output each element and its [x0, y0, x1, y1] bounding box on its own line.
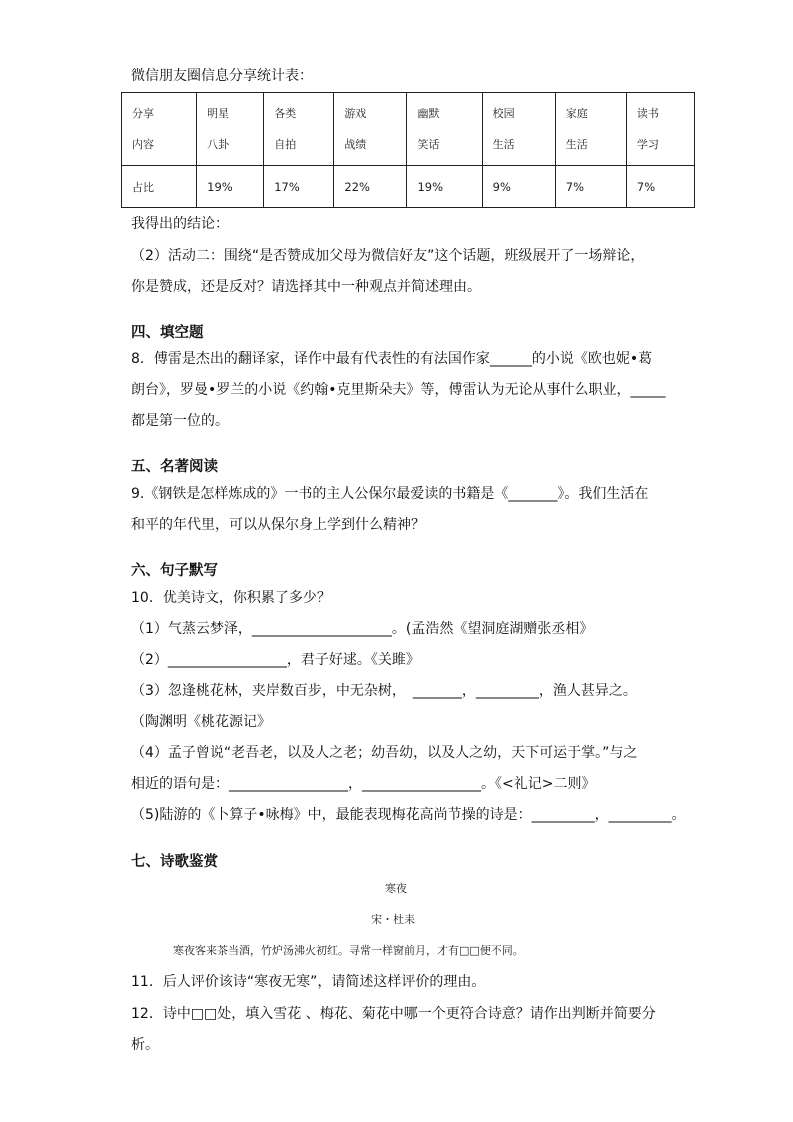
table-value-cell: 19%: [407, 166, 482, 208]
table-value-cell: 7%: [626, 166, 694, 208]
question-8-line: 都是第一位的。: [131, 413, 229, 429]
table-category-cell: 家庭 生活: [555, 93, 626, 166]
table-row: [122, 93, 695, 166]
table-row-label: 占比: [122, 166, 197, 208]
question-8-line: 8．傅雷是杰出的翻译家，译作中最有代表性的有法国作家______的小说《欧也妮•葛: [131, 351, 653, 367]
question-10-item: （5)陆游的《卜算子•咏梅》中，最能表现梅花高尚节操的诗是：_________，_________。: [131, 807, 686, 823]
table-row: [122, 166, 695, 208]
question-10-item: （2）_________________，君子好逑。《关雎》: [131, 652, 420, 668]
table-value-cell: 22%: [334, 166, 407, 208]
conclusion-prompt: 我得出的结论：: [131, 216, 229, 232]
table-category-cell: 校园 生活: [482, 93, 555, 166]
question-12-line: 12．诗中□□处，填入雪花 、梅花、菊花中哪一个更符合诗意？请作出判断并简要分: [131, 1006, 656, 1022]
poem-author: 宋・杜耒: [371, 913, 415, 926]
table-intro: 微信朋友圈信息分享统计表：: [131, 68, 313, 84]
table-value-cell: 9%: [482, 166, 555, 208]
question-11: 11．后人评价该诗“寒夜无寒”，请简述这样评价的理由。: [131, 974, 486, 990]
question-10-item: （4）孟子曾说“老吾老，以及人之老；幼吾幼，以及人之幼，天下可运于掌。”与之: [131, 745, 638, 761]
table-value-cell: 17%: [264, 166, 334, 208]
question-12-line: 析。: [131, 1037, 159, 1053]
table-header-cell: 分享 内容: [122, 93, 197, 166]
poem-body: 寒夜客来茶当酒，竹炉汤沸火初红。寻常一样窗前月，才有□□便不同。: [173, 944, 524, 957]
question-7-2-line: 你是赞成，还是反对？请选择其中一种观点并简述理由。: [131, 279, 481, 295]
table-value-cell: 19%: [197, 166, 264, 208]
table-category-cell: 明星 八卦: [197, 93, 264, 166]
table-category-cell: 各类 自拍: [264, 93, 334, 166]
question-10-item: （陶渊明《桃花源记》: [131, 714, 271, 730]
question-7-2-line: （2）活动二：围绕“是否赞成加父母为微信好友”这个话题，班级展开了一场辩论，: [131, 248, 645, 264]
question-10-item: （1）气蒸云梦泽，____________________。(孟浩然《望洞庭湖赠张丞相》: [131, 621, 594, 637]
question-10-item: 相近的语句是：_________________，_________________。《<礼记>二则》: [131, 776, 596, 792]
question-10-item: （3）忽逢桃花林，夹岸数百步，中无杂树， _______，_________，渔人甚异之。: [131, 683, 637, 699]
question-9-line: 和平的年代里，可以从保尔身上学到什么精神？: [131, 517, 425, 533]
table-category-cell: 游戏 战绩: [334, 93, 407, 166]
table-value-cell: 7%: [555, 166, 626, 208]
section-heading-5: 五、名著阅读: [131, 459, 218, 475]
table-category-cell: 幽默 笑话: [407, 93, 482, 166]
section-heading-4: 四、填空题: [131, 325, 204, 341]
section-heading-7: 七、诗歌鉴赏: [131, 854, 218, 870]
section-heading-6: 六、句子默写: [131, 563, 218, 579]
question-10-title: 10．优美诗文，你积累了多少？: [131, 590, 331, 606]
question-9-line: 9.《钢铁是怎样炼成的》一书的主人公保尔最爱读的书籍是《_______》。我们生活在: [131, 486, 649, 502]
share-statistics-table: [121, 92, 695, 208]
question-8-line: 朗台》，罗曼•罗兰的小说《约翰•克里斯朵夫》等，傅雷认为无论从事什么职业，_____: [131, 382, 666, 398]
poem-title: 寒夜: [385, 882, 407, 895]
table-category-cell: 读书 学习: [626, 93, 694, 166]
